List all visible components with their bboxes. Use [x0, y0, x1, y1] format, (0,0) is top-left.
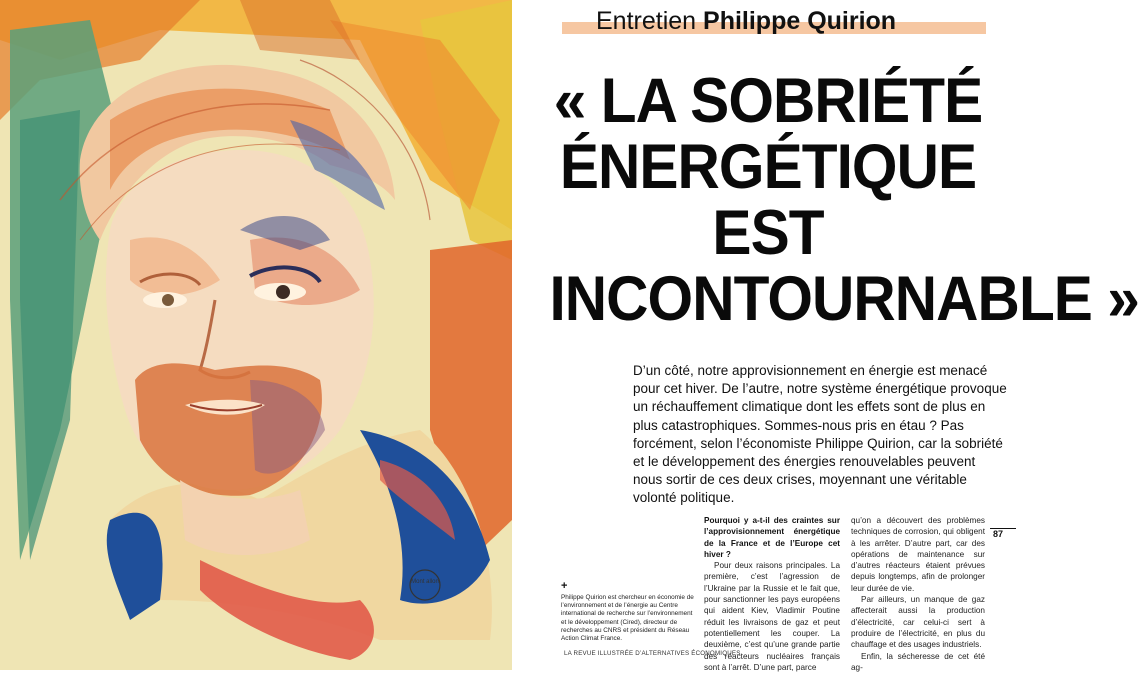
author-bio-caption: Philippe Quirion est chercheur en économie de l’environnement et de l’énergie au Centre international de recherche sur l’environnement et le développement (Cired), directeur de recherches au CNRS et président du Réseau Action Climat France. [561, 594, 694, 643]
body-column-1 [704, 515, 840, 673]
portrait-artwork [0, 0, 512, 670]
headline [549, 66, 1139, 334]
headline-line-3: EST [712, 198, 824, 268]
headline-line-2: ÉNERGÉTIQUE [559, 132, 977, 202]
portrait-illustration [0, 0, 512, 670]
interview-question: Pourquoi y a-t-il des craintes sur l’approvisionnement énergétique de la France et de l’Europe cet hiver ? [704, 516, 840, 559]
kicker-prefix: Entretien [596, 7, 697, 35]
section-kicker [596, 4, 896, 38]
headline-line-4: INCONTOURNABLE » [549, 264, 1139, 334]
body-column-2 [851, 515, 985, 673]
interviewee-name: Philippe Quirion [703, 7, 897, 35]
caption-plus-mark: + [561, 580, 568, 592]
page-footer: LA REVUE ILLUSTRÉE D’ALTERNATIVES ÉCONOMIQUES [564, 650, 741, 657]
answer-paragraph-4: Enfin, la sécheresse de cet été ag- [851, 651, 985, 672]
answer-paragraph-1: Pour deux raisons principales. La première, c’est l’agression de l’Ukraine par la Russie et le fait que, pour sanctionner les pays européens qui aident Kiev, Vladimir Poutine réduit les livraisons de gaz et peut potentiellement les couper. La deuxième, c’est qu’une grande partie des réacteurs nucléaires français sont à l’arrêt. D’une part, parce [704, 561, 840, 672]
lead-paragraph: D’un côté, notre approvisionnement en énergie est menacé pour cet hiver. De l’autre, notre système énergétique provoque un réchauffement climatique dont les effets sont de plus en plus catastrophiques. Sommes-nous pris en étau ? Pas forcément, selon l’économiste Philippe Quirion, car la sobriété et le développement des énergies renouvelables peuvent nous sortir de ces deux crises, moyennant une véritable volonté politique. [633, 363, 1007, 506]
artist-signature: Mont allon [411, 579, 439, 585]
answer-paragraph-3: Par ailleurs, un manque de gaz affecterait aussi la production d’électricité, car celui-ci sert à produire de l’électricité, en plus du chauffage et des usages industriels. [851, 595, 985, 650]
headline-line-1: « LA SOBRIÉTÉ [553, 66, 983, 136]
answer-paragraph-2: qu’on a découvert des problèmes techniques de corrosion, qui obligent à les arrêter. D’autre part, car des opérations de maintenance sur d’autres réacteurs étaient prévues depuis longtemps, afin de prolonger leur durée de vie. [851, 516, 985, 593]
page-number: 87 [993, 529, 1004, 539]
